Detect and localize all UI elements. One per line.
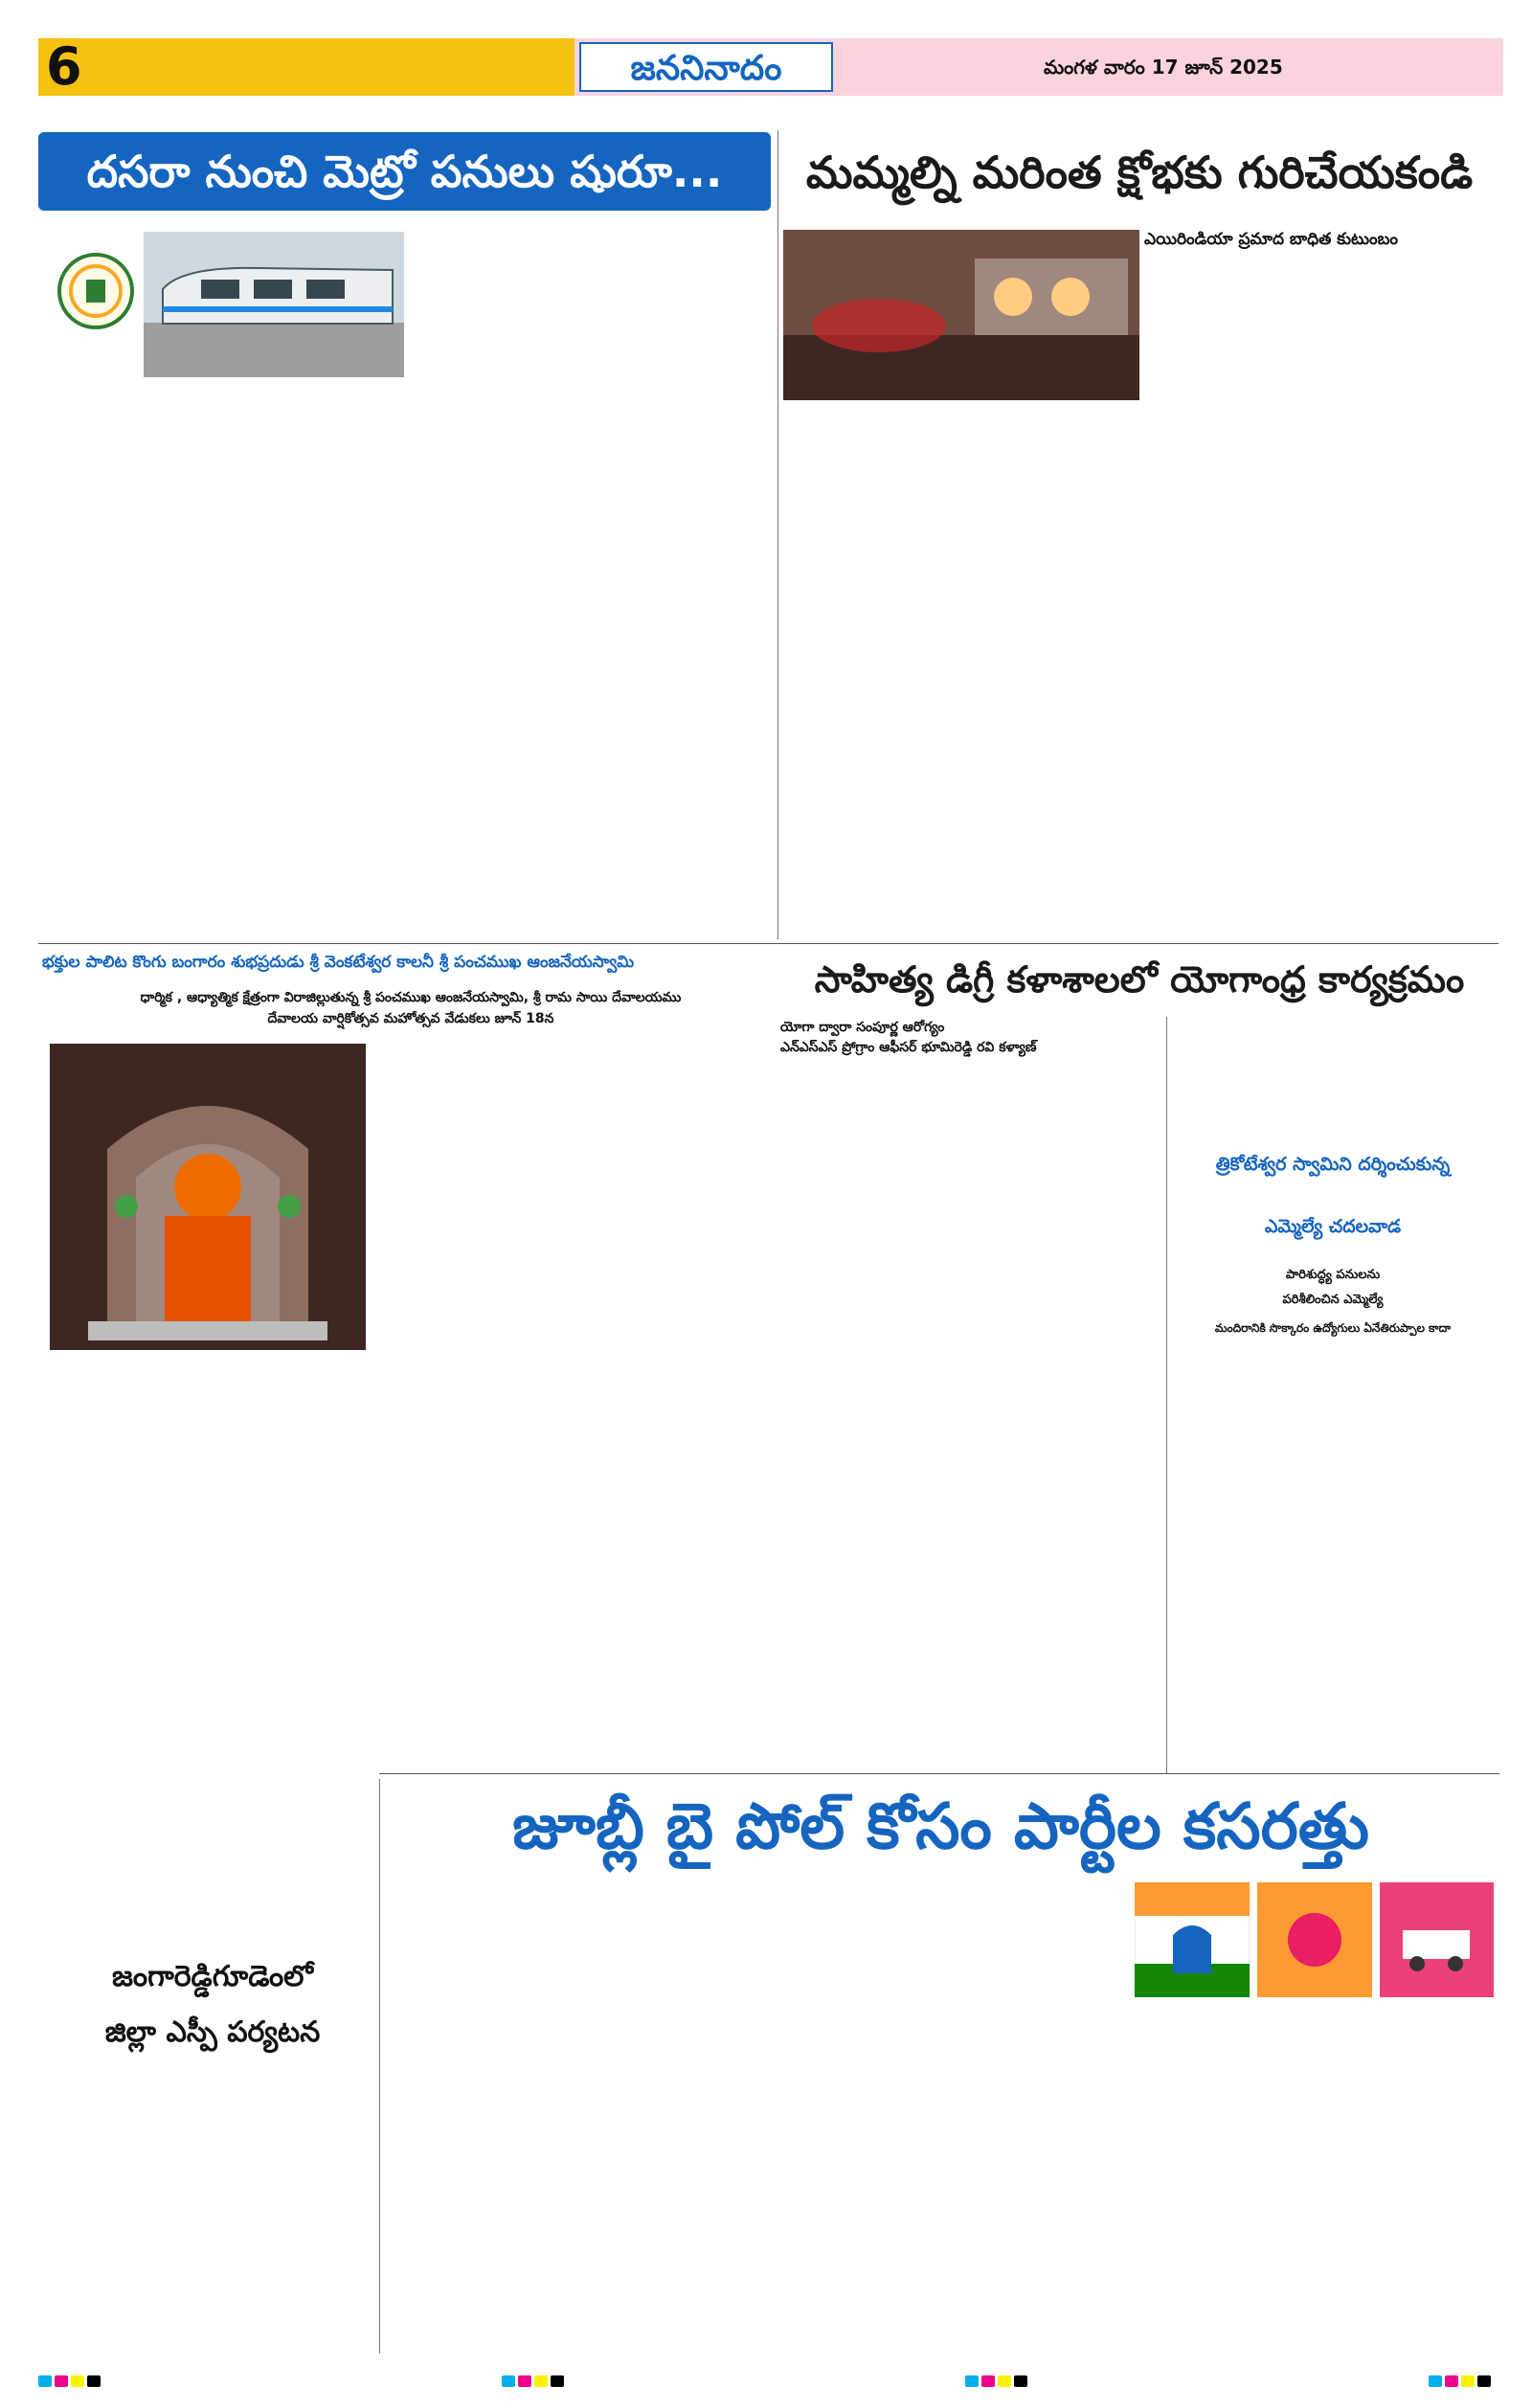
yoga-headline: సాహిత్య డిగ్రీ కళాశాలలో యోగాంధ్ర కార్యక్రమం [814, 958, 1465, 1001]
yellow-swatch [998, 2375, 1011, 2387]
temple-subhead-line2: దేవాలయ వార్షికోత్సవ మహోత్సవ వేడుకలు జూన్ 18న [267, 1011, 554, 1026]
page-number: 6 [46, 36, 82, 97]
district-sp-body [50, 2066, 375, 2353]
yoga-body-col1 [780, 1065, 1163, 1773]
temple-body-col2 [375, 1044, 776, 1771]
mla-sub1: పారిశుద్ధ్య పనులను [1285, 1268, 1381, 1282]
temple-headline: భక్తుల పాలిట కొంగు బంగారం శుభప్రదుడు శ్రీ వెంకటేశ్వర కాలనీ శ్రీ పంచముఖ ఆంజనేయస్వామి [42, 953, 635, 972]
metro-body-col1 [50, 385, 402, 940]
rule-v3 [379, 1779, 380, 2353]
mla-body [1170, 1348, 1496, 1769]
footer-color-bar [38, 2373, 1494, 2390]
rule-v2 [1166, 1017, 1167, 1773]
swatch-group [38, 2375, 103, 2387]
temple-subhead-line1: ధార్మిక , ఆధ్యాత్మిక క్షేత్రంగా విరాజిల్లుతున్న శ్రీ పంచముఖ ఆంజనేయస్వామి, శ్రీ రామ సాయి దేవాలయము [140, 990, 682, 1005]
metro-train-photo [144, 232, 404, 377]
masthead-yellow-band [38, 38, 574, 96]
metro-body-col2 [412, 230, 771, 938]
mla-sub2: పరిశీలించిన ఎమ్మెల్యే [1282, 1293, 1384, 1307]
temple-idol-photo [50, 1044, 366, 1350]
black-swatch [87, 2375, 101, 2387]
cyan-swatch [1429, 2375, 1442, 2387]
air-india-crash-photo [783, 230, 1139, 400]
rule-v1 [777, 130, 778, 939]
swatch-group [502, 2375, 567, 2387]
mla-headline-line1: త్రికోటేశ్వర స్వామిని దర్శించుకున్న [1215, 1154, 1451, 1175]
black-swatch [1014, 2375, 1027, 2387]
jubilee-headline: జూబ్లీ బై పోల్ కోసం పార్టీల కసరత్తు [512, 1789, 1369, 1863]
yellow-swatch [71, 2375, 84, 2387]
swatch-group [965, 2375, 1030, 2387]
cyan-swatch [965, 2375, 979, 2387]
party-logos-image [1135, 1882, 1494, 1997]
metro-logo-image [57, 251, 134, 331]
paper-name: జననినాదం [579, 42, 833, 92]
temple-body-col1 [50, 1358, 366, 1951]
district-sp-headline-line1: జంగారెడ్డిగూడెంలో [111, 1960, 314, 1993]
jubilee-body-col2 [756, 1886, 1120, 2355]
cyan-swatch [502, 2375, 515, 2387]
mla-sub3: మందిరానికి సొక్కారం ఉద్యోగులు ఏనేతిరుప్పాల కాదా [1214, 1321, 1452, 1335]
air-india-headline: మమ్మల్ని మరింత క్షోభకు గురిచేయకండి [780, 130, 1498, 214]
cyan-swatch [38, 2375, 52, 2387]
rule-h1 [38, 943, 1498, 944]
magenta-swatch [518, 2375, 531, 2387]
black-swatch [551, 2375, 564, 2387]
yoga-subhead-line1: యోగా ద్వారా సంపూర్ణ ఆరోగ్యం [780, 1020, 945, 1035]
jubilee-body-col3 [1135, 2005, 1494, 2355]
yoga-subhead-line2: ఎన్ఎస్ఎస్ ప్రోగ్రాం ఆఫీసర్ భూమిరెడ్డి రవి కళ్యాణ్ [780, 1040, 1037, 1055]
district-sp-headline-line2: జిల్లా ఎస్పీ పర్యటన [104, 2015, 321, 2049]
yellow-swatch [534, 2375, 548, 2387]
black-swatch [1477, 2375, 1491, 2387]
air-india-subhead: ఎయిరిండియా ప్రమాద బాధిత కుటుంబం [1144, 230, 1399, 249]
magenta-swatch [1445, 2375, 1458, 2387]
magenta-swatch [55, 2375, 68, 2387]
metro-headline: దసరా నుంచి మెట్రో పనులు షురూ... [38, 132, 771, 211]
air-india-body-col1 [783, 410, 1139, 927]
air-india-body-col2 [1144, 257, 1494, 927]
issue-date: మంగళ వారం 17 జూన్ 2025 [1044, 56, 1283, 79]
swatch-group [1429, 2375, 1494, 2387]
magenta-swatch [981, 2375, 995, 2387]
rule-h2 [379, 1773, 1499, 1774]
yellow-swatch [1461, 2375, 1475, 2387]
yoga-body-col2 [1170, 1023, 1496, 1147]
mla-headline-line2: ఎమ్మెల్యే చదలవాడ [1264, 1216, 1402, 1237]
jubilee-body-col1 [383, 1886, 747, 2355]
